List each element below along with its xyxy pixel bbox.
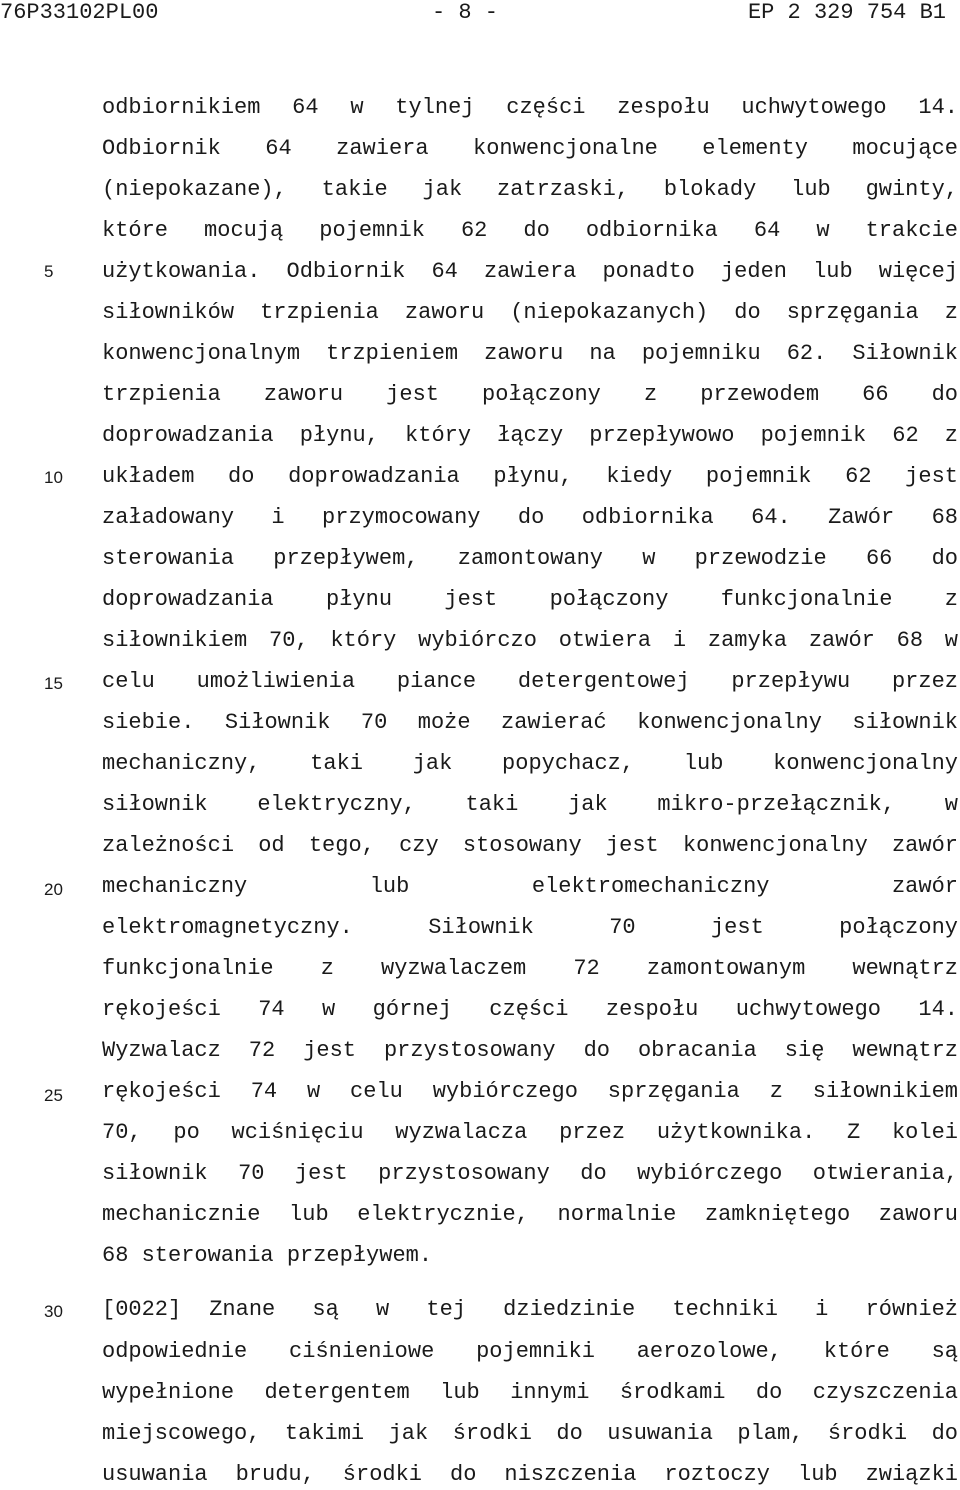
text-line: 68 sterowania przepływem. xyxy=(102,1243,433,1268)
text-line: siłowników trzpienia zaworu (niepokazanych) do sprzęgania z xyxy=(102,300,958,325)
line-number: 20 xyxy=(44,880,63,899)
text-line: rękojeści 74 w górnej części zespołu uchwytowego 14. xyxy=(102,997,958,1022)
text-line: siłownikiem 70, który wybiórczo otwiera i zamyka zawór 68 w xyxy=(102,628,958,653)
paragraph-reference: [0022] xyxy=(102,1297,182,1322)
text-line: miejscowego, takimi jak środki do usuwania plam, środki do xyxy=(102,1421,958,1446)
text-line: doprowadzania płynu jest połączony funkcjonalnie z xyxy=(102,587,958,612)
text-line: siłownik elektryczny, taki jak mikro-przełącznik, w xyxy=(102,792,958,817)
text-line: trzpienia zaworu jest połączony z przewodem 66 do xyxy=(102,382,958,407)
text-line: załadowany i przymocowany do odbiornika 64. Zawór 68 xyxy=(102,505,958,530)
line-number: 15 xyxy=(44,674,63,693)
text-line-rest: Znane są w tej dziedzinie techniki i również xyxy=(209,1297,958,1322)
page-header xyxy=(0,0,960,30)
text-line: wypełnione detergentem lub innymi środkami do czyszczenia xyxy=(102,1380,958,1405)
line-number: 25 xyxy=(44,1086,63,1105)
text-line: zależności od tego, czy stosowany jest konwencjonalny zawór xyxy=(102,833,958,858)
line-number: 5 xyxy=(44,262,54,281)
text-line: elektromagnetyczny. Siłownik 70 jest połączony xyxy=(102,915,958,940)
text-line: sterowania przepływem, zamontowany w przewodzie 66 do xyxy=(102,546,958,571)
text-line: układem do doprowadzania płynu, kiedy pojemnik 62 jest xyxy=(102,464,958,489)
text-line: celu umożliwienia piance detergentowej przepływu przez xyxy=(102,669,958,694)
text-line: mechanicznie lub elektrycznie, normalnie zamkniętego zaworu xyxy=(102,1202,958,1227)
text-line: odbiornikiem 64 w tylnej części zespołu uchwytowego 14. xyxy=(102,95,958,120)
text-line: usuwania brudu, środki do niszczenia roztoczy lub związki xyxy=(102,1462,958,1487)
text-line: siebie. Siłownik 70 może zawierać konwencjonalny siłownik xyxy=(102,710,958,735)
text-line: doprowadzania płynu, który łączy przepływowo pojemnik 62 z xyxy=(102,423,958,448)
text-line: Wyzwalacz 72 jest przystosowany do obracania się wewnątrz xyxy=(102,1038,958,1063)
text-line: rękojeści 74 w celu wybiórczego sprzęgania z siłownikiem xyxy=(102,1079,958,1104)
page-number: - 8 - xyxy=(432,0,499,25)
line-number: 30 xyxy=(44,1302,63,1321)
text-line: użytkowania. Odbiornik 64 zawiera ponadto jeden lub więcej xyxy=(102,259,958,284)
text-line: (niepokazane), takie jak zatrzaski, blokady lub gwinty, xyxy=(102,177,958,202)
text-line: które mocują pojemnik 62 do odbiornika 64 w trakcie xyxy=(102,218,958,243)
line-number: 10 xyxy=(44,468,63,487)
text-line: odpowiednie ciśnieniowe pojemniki aerozolowe, które są xyxy=(102,1339,958,1364)
text-line: 70, po wciśnięciu wyzwalacza przez użytkownika. Z kolei xyxy=(102,1120,958,1145)
text-line xyxy=(102,1296,958,1324)
text-line: mechaniczny lub elektromechaniczny zawór xyxy=(102,874,958,899)
text-line: mechaniczny, taki jak popychacz, lub konwencjonalny xyxy=(102,751,958,776)
publication-number: EP 2 329 754 B1 xyxy=(747,0,946,25)
text-line: konwencjonalnym trzpieniem zaworu na pojemniku 62. Siłownik xyxy=(102,341,958,366)
text-line: funkcjonalnie z wyzwalaczem 72 zamontowanym wewnątrz xyxy=(102,956,958,981)
text-line: Odbiornik 64 zawiera konwencjonalne elementy mocujące xyxy=(102,136,958,161)
text-line: siłownik 70 jest przystosowany do wybiórczego otwierania, xyxy=(102,1161,958,1186)
document-id: 76P33102PL00 xyxy=(0,0,159,25)
